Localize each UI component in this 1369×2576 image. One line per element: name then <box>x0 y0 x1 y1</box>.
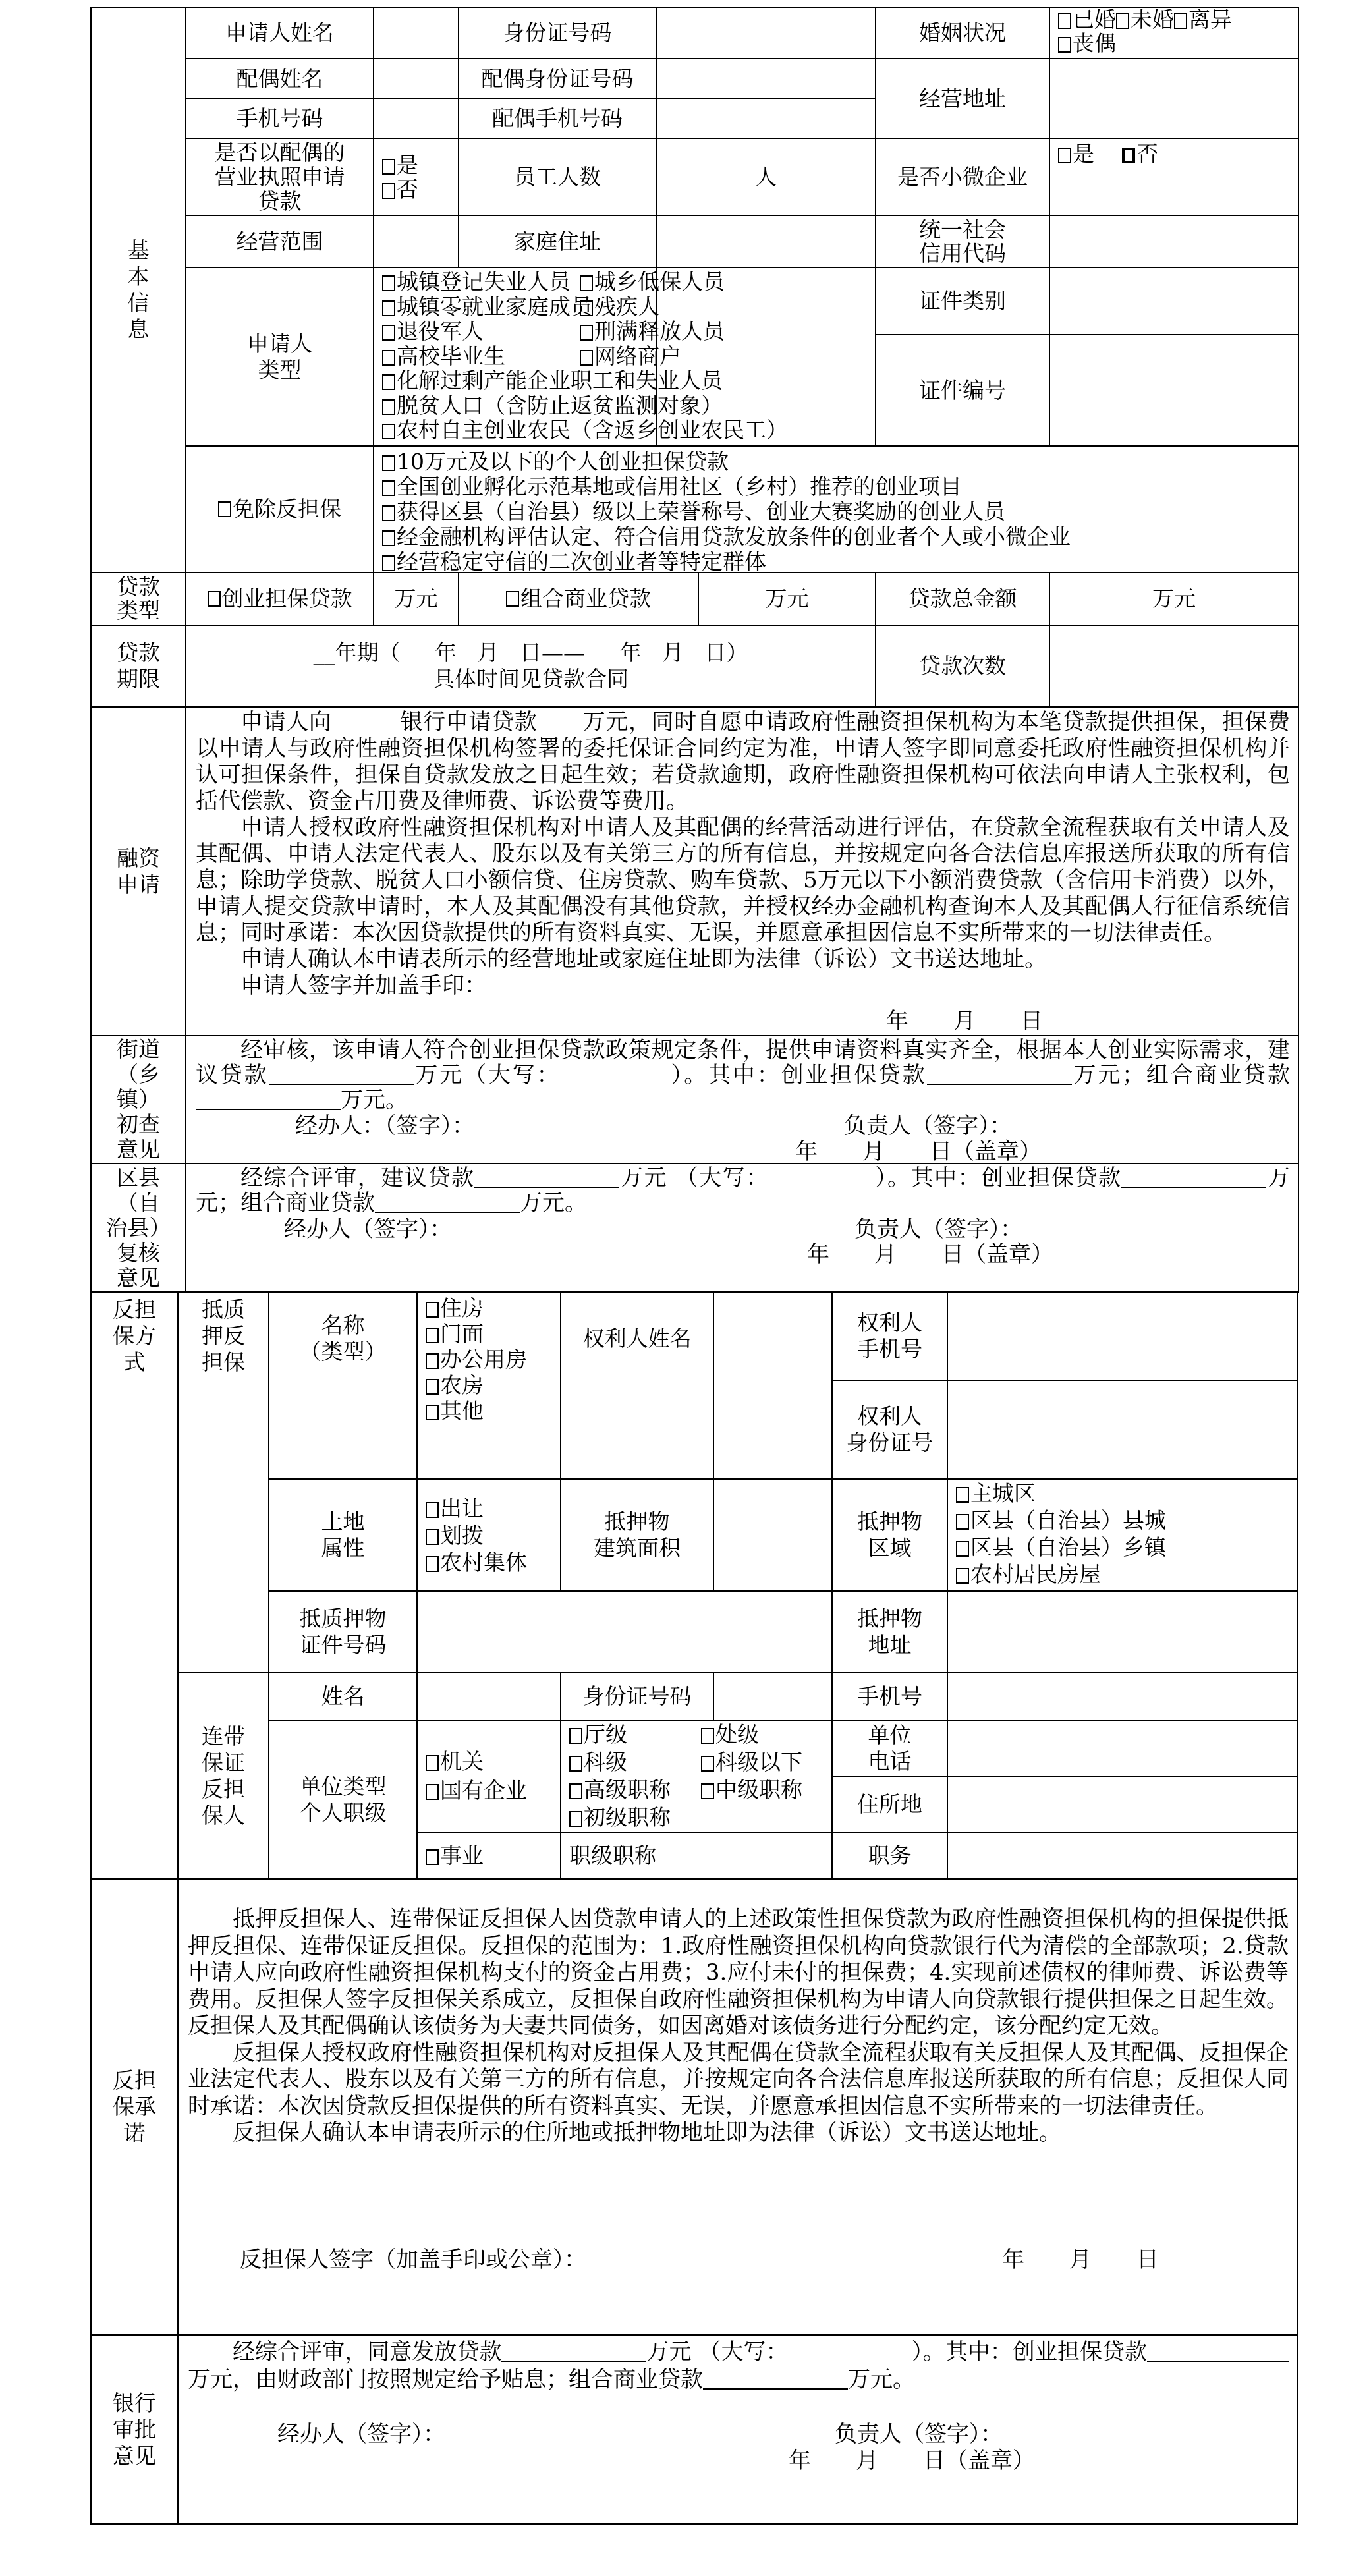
checkbox[interactable] <box>580 300 593 316</box>
street-review-paragraph <box>186 1036 1298 1113</box>
option-label: 区县（自治县）乡镇 <box>970 1534 1166 1560</box>
loan-term-note: 具体时间见贷款合同 <box>433 666 629 692</box>
checkbox[interactable] <box>580 325 593 341</box>
option-label: 高级职称 <box>584 1777 671 1803</box>
section-label-street-review: 街道 （乡 镇） 初查 意见 <box>90 1035 186 1164</box>
checkbox[interactable] <box>426 1784 439 1800</box>
option-label: 10万元及以下的个人创业担保贷款 <box>397 449 729 474</box>
label-spouse-name: 配偶姓名 <box>185 58 374 99</box>
option-label: 脱贫人口（含防止返贫监测对象） <box>397 392 723 418</box>
option-label: 区县（自治县）县城 <box>970 1507 1166 1533</box>
counter-guarantor-signature: 反担保人签字（加盖手印或公章）： <box>239 2247 586 2273</box>
label-phone: 手机号码 <box>185 98 374 139</box>
option-label: 已婚 <box>1073 7 1116 32</box>
county-review-paragraph <box>186 1164 1298 1216</box>
employee-count-field[interactable]: 人 <box>656 138 876 216</box>
checkbox[interactable] <box>426 1302 439 1318</box>
financing-paragraphs <box>186 708 1298 999</box>
street-t4: 万元。 <box>341 1087 408 1113</box>
residence-field[interactable] <box>947 1776 1298 1833</box>
bank-date: 年 月 日（盖章） <box>789 2448 1035 2474</box>
checkbox[interactable] <box>569 1811 582 1827</box>
checkbox-widowed[interactable] <box>1058 37 1071 53</box>
counter-promise-date: 年 月 日 <box>1002 2247 1159 2273</box>
label-employee-count: 员工人数 <box>458 138 657 216</box>
checkbox[interactable] <box>426 1849 439 1865</box>
loan-term-field[interactable] <box>185 625 876 708</box>
option-label: 退役军人 <box>397 318 484 344</box>
combined-loan-option <box>458 572 699 626</box>
checkbox[interactable] <box>701 1728 714 1744</box>
owner-id-field[interactable] <box>947 1380 1298 1480</box>
option-label: 经金融机构评估认定、符合信用贷款发放条件的创业者个人或小微企业 <box>397 524 1071 549</box>
option-label: 刑满释放人员 <box>594 318 725 344</box>
label-use-spouse-license: 是否以配偶的 营业执照申请 贷款 <box>185 138 374 216</box>
bank-handler-signature: 经办人（签字）： <box>277 2421 445 2448</box>
option-label: 农房 <box>440 1372 484 1398</box>
county-handler-signature: 经办人（签字）： <box>284 1216 452 1243</box>
label-id-number: 身份证号码 <box>458 7 657 59</box>
checkbox[interactable] <box>426 1379 439 1395</box>
checkbox[interactable] <box>956 1487 969 1503</box>
option-label: 城镇零就业家庭成员 <box>397 293 592 320</box>
spouse-phone-field[interactable] <box>656 98 876 139</box>
startup-amount-blank[interactable] <box>1121 1167 1266 1188</box>
street-handler-signature: 经办人：（签字）： <box>295 1113 474 1139</box>
street-t3: 万元；组合商业贷款 <box>1071 1062 1291 1088</box>
total-amount-field[interactable]: 万元 <box>1049 572 1299 626</box>
collateral-address-field[interactable] <box>947 1590 1298 1673</box>
owner-phone-field[interactable] <box>947 1291 1298 1381</box>
checkbox[interactable] <box>956 1514 969 1530</box>
label-collateral-region: 抵押物 区域 <box>831 1478 948 1592</box>
checkbox[interactable] <box>382 424 395 439</box>
startup-loan-option <box>185 572 374 626</box>
checkbox[interactable] <box>382 325 395 341</box>
section-label-loan-type: 贷款 类型 <box>90 572 186 626</box>
use-spouse-license-options <box>373 138 459 216</box>
label-joint-guarantor: 连带 保证 反担 保人 <box>177 1672 269 1880</box>
checkbox[interactable] <box>426 1328 439 1343</box>
checkbox[interactable] <box>382 275 395 291</box>
option-label: 农村自主创业农民（含返乡创业农民工） <box>397 417 788 443</box>
startup-amount-blank[interactable] <box>927 1064 1072 1085</box>
label-rank-title: 职级职称 <box>569 1843 656 1868</box>
option-label: 网络商户 <box>594 343 681 369</box>
section-label-loan-term: 贷款 期限 <box>90 625 186 708</box>
label-business-address: 经营地址 <box>875 58 1050 139</box>
label-credit-code: 统一社会 信用代码 <box>875 215 1050 268</box>
option-label: 全国创业孵化示范基地或信用社区（乡村）推荐的创业项目 <box>397 474 962 499</box>
cert-number-field[interactable] <box>1049 334 1299 447</box>
label-collateral-address: 抵押物 地址 <box>831 1590 948 1673</box>
label-cert-number: 证件编号 <box>875 334 1050 447</box>
marital-status-options <box>1049 7 1299 59</box>
option-label: 高校毕业生 <box>397 343 505 369</box>
guarantor-name-field[interactable] <box>416 1672 561 1721</box>
home-address-field[interactable] <box>656 215 876 268</box>
section-label-county-review: 区县 （自 治县） 复核 意见 <box>90 1163 186 1293</box>
bank-t4: 万元。 <box>848 2366 915 2393</box>
bank-t1: 经综合评审，同意发放贷款 <box>233 2339 502 2365</box>
micro-enterprise-options <box>1049 138 1299 216</box>
unit-type-options <box>416 1720 561 1833</box>
checkbox-divorced[interactable] <box>1174 13 1187 29</box>
counter-promise-p3: 反担保人确认本申请表所示的住所地或抵押物地址即为法律（诉讼）文书送达地址。 <box>233 2119 1061 2146</box>
applicant-type-options <box>373 267 788 447</box>
option-label: 否 <box>397 176 418 202</box>
option-label: 获得区县（自治县）级以上荣誉称号、创业大赛奖励的创业人员 <box>397 499 1005 524</box>
section-label-basic-info: 基 本 信 息 <box>90 7 186 573</box>
suggested-amount-blank[interactable] <box>474 1167 619 1188</box>
county-t3: 万元；组合商业贷款 <box>196 1165 1291 1216</box>
checkbox[interactable] <box>426 1755 439 1771</box>
checkbox-combined-loan[interactable] <box>506 591 519 607</box>
county-t1: 经综合评审，建议贷款 <box>240 1165 475 1191</box>
combined-amount-blank[interactable] <box>196 1089 341 1110</box>
checkbox[interactable] <box>701 1756 714 1772</box>
label-guarantor-name: 姓名 <box>268 1672 418 1721</box>
option-label: 离异 <box>1188 7 1232 32</box>
label-owner-phone: 权利人 手机号 <box>831 1291 948 1381</box>
checkbox[interactable] <box>382 350 395 366</box>
startup-amount-blank[interactable] <box>1147 2341 1289 2362</box>
option-label: 处级 <box>715 1722 759 1747</box>
label-guarantor-phone: 手机号 <box>831 1672 948 1721</box>
section-label-financing: 融资 申请 <box>90 706 186 1036</box>
checkbox-no[interactable] <box>382 183 395 199</box>
checkbox[interactable] <box>569 1783 582 1799</box>
unit-phone-field[interactable] <box>947 1720 1298 1777</box>
option-label: 国有企业 <box>440 1778 527 1803</box>
checkbox-married[interactable] <box>1058 13 1071 29</box>
property-type-options <box>416 1291 561 1480</box>
street-review-text <box>185 1035 1299 1164</box>
label-combined-loan: 组合商业贷款 <box>520 586 651 611</box>
land-type-options <box>416 1478 561 1592</box>
checkbox[interactable] <box>426 1502 439 1518</box>
checkbox[interactable] <box>382 480 395 496</box>
label-building-area: 抵押物 建筑面积 <box>560 1478 714 1592</box>
financing-p1: 申请人向 银行申请贷款 万元，同时自愿申请政府性融资担保机构为本笔贷款提供担保，担保费以申请人与政府性融资担保机构签署的委托保证合同约定为准，申请人签字即同意委托政府性融资担保机构并认可担保条件，担保自贷款发放之日起生效；若贷款逾期，政府性融资担保机构可依法向申请人主张权利，包括代偿款、资金占用费及律师费、诉讼费等费用。 <box>196 709 1290 814</box>
spouse-id-field[interactable] <box>656 58 876 99</box>
label-total-amount: 贷款总金额 <box>875 572 1050 626</box>
checkbox[interactable] <box>382 300 395 316</box>
financing-date: 年 月 日 <box>886 1008 1043 1034</box>
loan-count-field[interactable] <box>1049 625 1299 708</box>
section-label-counter-guarantee: 反担 保方 式 <box>90 1291 179 1880</box>
label-cert-type: 证件类别 <box>875 267 1050 335</box>
building-area-field[interactable] <box>713 1478 833 1592</box>
combined-loan-amount-field[interactable]: 万元 <box>698 572 876 626</box>
rank-title-field[interactable] <box>560 1832 833 1880</box>
financing-signature-label: 申请人签字并加盖手印： <box>240 972 487 999</box>
option-label: 农村居民房屋 <box>970 1561 1101 1587</box>
label-owner-name: 权利人姓名 <box>560 1291 714 1480</box>
financing-application-text <box>185 706 1299 1036</box>
financing-p2: 申请人授权政府性融资担保机构对申请人及其配偶的经营活动进行评估，在贷款全流程获取有关申请人及其配偶、申请人法定代表人、股东以及有关第三方的所有信息，并按规定向各合法信息库报送所获取的所有信息；除助学贷款、脱贫人口小额信贷、住房贷款、购车贷款、5万元以下小额消费贷款（含信用卡消费）以外，申请人提交贷款申请时，本人及其配偶没有其他贷款，并授权经办金融机构查询本人及其配偶人行征信系统信息；同时承诺：本次因贷款提供的所有资料真实、无误，并愿意承担因信息不实所带来的一切法律责任。 <box>196 814 1290 946</box>
label-applicant-name: 申请人姓名 <box>185 7 374 59</box>
counter-promise-text <box>177 1878 1298 2336</box>
street-t2: 万元（大写： ）。其中：创业担保贷款 <box>413 1062 927 1088</box>
checkbox-yes[interactable] <box>382 159 395 175</box>
option-label: 其他 <box>440 1398 484 1424</box>
checkbox[interactable] <box>426 1529 439 1545</box>
option-label: 厅级 <box>584 1722 627 1747</box>
rank-options <box>560 1720 833 1833</box>
business-address-field[interactable] <box>1049 58 1299 139</box>
checkbox-unmarried[interactable] <box>1116 13 1129 29</box>
bank-t3: 万元，由财政部门按照规定给予贴息；组合商业贷款 <box>188 2366 703 2393</box>
id-number-field[interactable] <box>656 7 876 59</box>
checkbox-yes[interactable] <box>1058 148 1071 163</box>
option-label: 否 <box>1136 141 1158 167</box>
checkbox[interactable] <box>382 530 395 546</box>
checkbox[interactable] <box>426 1353 439 1369</box>
counter-promise-p2: 反担保人授权政府性融资担保机构对反担保人及其配偶在贷款全流程获取有关反担保人及其配偶、反担保企业法定代表人、股东以及有关第三方的所有信息，并按规定向各合法信息库报送所获取的所有信息；反担保人同时承诺：本次因贷款反担保提供的所有资料真实、无误，并愿意承担因信息不实所带来的一切法律责任。 <box>188 2039 1289 2119</box>
option-label: 办公用房 <box>440 1347 527 1372</box>
bank-principal-signature: 负责人（签字）： <box>835 2421 1003 2448</box>
option-label: 城乡低保人员 <box>594 269 725 294</box>
owner-name-field[interactable] <box>713 1291 833 1480</box>
guarantor-id-field[interactable] <box>713 1672 833 1721</box>
option-label: 科级以下 <box>715 1749 802 1775</box>
street-t1: 经审核，该申请人符合创业担保贷款政策规定条件，提供申请资料真实齐全，根据本人创业实际需求，建议贷款 <box>196 1037 1290 1088</box>
label-spouse-phone: 配偶手机号码 <box>458 98 657 139</box>
checkbox[interactable] <box>382 455 395 471</box>
label-owner-id: 权利人 身份证号 <box>831 1380 948 1480</box>
option-label: 化解过剩产能企业职工和失业人员 <box>397 368 723 393</box>
checkbox[interactable] <box>956 1541 969 1557</box>
label-home-address: 家庭住址 <box>458 215 657 268</box>
option-label: 事业 <box>440 1843 484 1868</box>
label-spouse-id: 配偶身份证号码 <box>458 58 657 99</box>
checkbox[interactable] <box>580 350 593 366</box>
checkbox[interactable] <box>580 275 593 291</box>
label-residence: 住所地 <box>831 1776 948 1833</box>
option-label: 经营稳定守信的二次创业者等特定群体 <box>397 549 766 574</box>
option-label: 是 <box>397 152 418 178</box>
label-is-micro-enterprise: 是否小微企业 <box>875 138 1050 216</box>
combined-amount-blank[interactable] <box>703 2368 848 2390</box>
section-label-counter-promise: 反担 保承 诺 <box>90 1878 179 2336</box>
credit-code-field[interactable] <box>1049 215 1299 268</box>
option-label: 主城区 <box>970 1480 1036 1506</box>
exempt-counter-guarantee <box>185 445 374 573</box>
checkbox[interactable] <box>569 1728 582 1744</box>
checkbox[interactable] <box>426 1405 439 1420</box>
street-principal-signature: 负责人（签字）： <box>844 1113 1012 1139</box>
label-collateral-cert: 抵质押物 证件号码 <box>268 1590 418 1673</box>
startup-loan-amount-field[interactable]: 万元 <box>373 572 459 626</box>
region-options <box>947 1478 1298 1592</box>
option-label: 中级职称 <box>715 1777 802 1803</box>
county-date: 年 月 日（盖章） <box>807 1241 1053 1268</box>
checkbox-exempt[interactable] <box>218 501 231 517</box>
checkbox[interactable] <box>382 399 395 415</box>
county-principal-signature: 负责人（签字）： <box>854 1216 1022 1243</box>
bank-approval-paragraph <box>179 2336 1297 2394</box>
checkbox[interactable] <box>382 505 395 521</box>
option-label: 城镇登记失业人员 <box>397 269 571 294</box>
county-t4: 万元。 <box>520 1190 587 1216</box>
label-unit-phone: 单位 电话 <box>831 1720 948 1777</box>
checkbox[interactable] <box>382 374 395 390</box>
street-date: 年 月 日（盖章） <box>795 1138 1042 1165</box>
combined-amount-blank[interactable] <box>375 1192 520 1213</box>
county-review-text <box>185 1163 1299 1293</box>
bank-approval-text <box>177 2334 1298 2525</box>
option-label: 科级 <box>584 1749 627 1775</box>
section-label-bank-approval: 银行 审批 意见 <box>90 2334 179 2525</box>
option-label: 划拨 <box>440 1522 484 1548</box>
option-label: 未婚 <box>1131 7 1174 32</box>
option-label: 机关 <box>440 1749 484 1774</box>
label-unit-type: 单位类型 个人职级 <box>268 1720 418 1880</box>
public-institution-option <box>416 1832 561 1880</box>
option-label: 门面 <box>440 1321 484 1347</box>
option-label: 农村集体 <box>440 1549 527 1575</box>
checkbox[interactable] <box>382 555 395 571</box>
checkbox-startup-loan[interactable] <box>208 591 221 607</box>
label-collateral: 抵质 押反 担保 <box>177 1291 269 1673</box>
position-field[interactable] <box>947 1832 1298 1880</box>
business-scope-field[interactable] <box>373 215 459 268</box>
financing-p3: 申请人确认本申请表所示的经营地址或家庭住址即为法律（诉讼）文书送达地址。 <box>240 946 1047 972</box>
option-label: 初级职称 <box>584 1805 671 1830</box>
counter-promise-p1: 抵押反担保人、连带保证反担保人因贷款申请人的上述政策性担保贷款为政府性融资担保机构的担保提供抵押反担保、连带保证反担保。反担保的范围为：1.政府性融资担保机构向贷款银行代为清偿的全部款项；2.贷款申请人应向政府性融资担保机构支付的资金占用费；3.应付未付的担保费；4.实现前述债权的律师费、诉讼费等费用。反担保人签字反担保关系成立，反担保自政府性融资担保机构为申请人向贷款银行提供担保之日起生效。反担保人及其配偶确认该债务为夫妻共同债务，如因离婚对该债务进行分配约定，该分配约定无效。 <box>188 1906 1289 2039</box>
option-label: 是 <box>1073 141 1094 167</box>
label-startup-loan: 创业担保贷款 <box>221 586 352 611</box>
label-name-type: 名称 （类型） <box>268 1291 418 1480</box>
applicant-name-field[interactable] <box>373 7 459 59</box>
label-loan-count: 贷款次数 <box>875 625 1050 708</box>
county-t2: 万元 （大写： ）。其中：创业担保贷款 <box>619 1165 1122 1191</box>
guarantor-phone-field[interactable] <box>947 1672 1298 1721</box>
label-exempt: 免除反担保 <box>233 496 341 522</box>
label-land-attribute: 土地 属性 <box>268 1478 418 1592</box>
option-label: 出让 <box>440 1495 484 1521</box>
label-position: 职务 <box>831 1832 948 1880</box>
checkbox[interactable] <box>569 1756 582 1772</box>
label-marital-status: 婚姻状况 <box>875 7 1050 59</box>
checkbox[interactable] <box>701 1783 714 1799</box>
approved-amount-blank[interactable] <box>501 2341 646 2362</box>
checkbox[interactable] <box>426 1556 439 1572</box>
option-label: 住房 <box>440 1295 484 1321</box>
checkbox-no[interactable] <box>1122 148 1135 163</box>
counter-promise-paragraphs <box>179 1880 1297 2146</box>
option-label: 残疾人 <box>594 293 659 320</box>
collateral-cert-field[interactable] <box>416 1590 833 1673</box>
option-label: 丧偶 <box>1073 30 1116 56</box>
spouse-name-field[interactable] <box>373 58 459 99</box>
phone-field[interactable] <box>373 98 459 139</box>
label-applicant-type: 申请人 类型 <box>185 267 374 447</box>
suggested-amount-blank[interactable] <box>269 1064 414 1085</box>
label-business-scope: 经营范围 <box>185 215 374 268</box>
cert-type-field[interactable] <box>1049 267 1299 335</box>
bank-t2: 万元 （大写： ）。其中：创业担保贷款 <box>646 2339 1147 2365</box>
loan-term-dates: __年期（ 年 月 日—— 年 月 日） <box>313 640 748 665</box>
exempt-options <box>373 445 1299 573</box>
label-guarantor-id: 身份证号码 <box>560 1672 714 1721</box>
checkbox[interactable] <box>956 1568 969 1584</box>
